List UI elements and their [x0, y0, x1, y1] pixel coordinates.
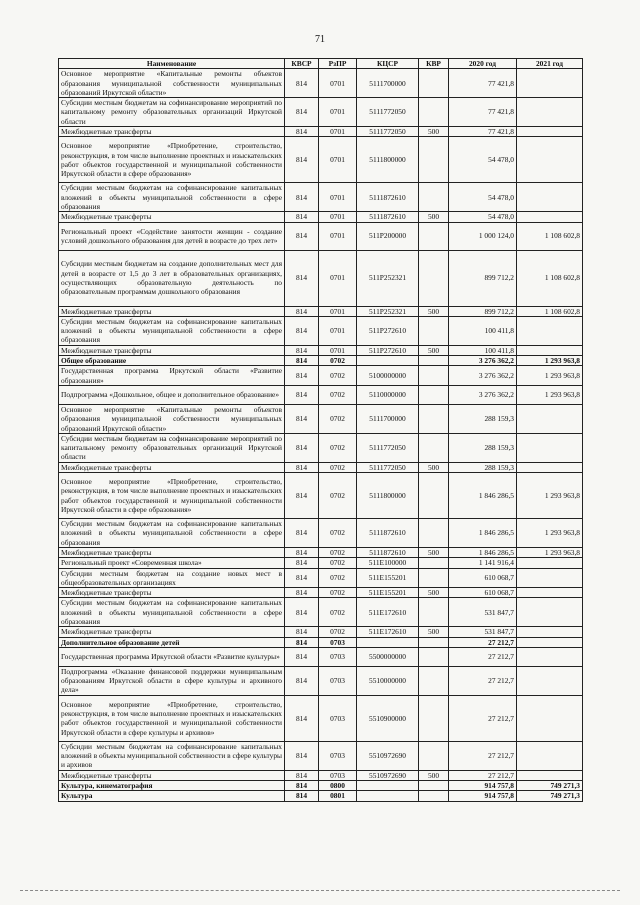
- cell-kvr: [419, 519, 449, 548]
- cell-name: Межбюджетные трансферты: [59, 627, 285, 637]
- cell-2021: [517, 695, 583, 741]
- cell-kvr: [419, 637, 449, 647]
- cell-kvsr: 814: [285, 98, 319, 127]
- table-row: [59, 127, 583, 137]
- table-row: [59, 547, 583, 557]
- cell-kvr: [419, 473, 449, 519]
- cell-name: Основное мероприятие «Приобретение, строительство, реконструкция, в том числе выполнение проектных и изыскательских работ объектов государственной и муниципальной собственности Иркутской области в сфере образования»: [59, 473, 285, 519]
- cell-kvr: [419, 69, 449, 98]
- table-row: [59, 598, 583, 627]
- cell-kvr: [419, 222, 449, 250]
- cell-name: Культура, кинематография: [59, 780, 285, 790]
- cell-rzpr: 0702: [319, 519, 357, 548]
- table-row: [59, 98, 583, 127]
- cell-kvsr: 814: [285, 127, 319, 137]
- cell-rzpr: 0702: [319, 558, 357, 568]
- cell-kcsr: 5111772050: [357, 433, 419, 462]
- cell-kvsr: 814: [285, 647, 319, 666]
- cell-2021: 1 108 602,8: [517, 222, 583, 250]
- cell-2021: 749 271,3: [517, 780, 583, 790]
- cell-kcsr: 511E155201: [357, 588, 419, 598]
- cell-2021: 749 271,3: [517, 791, 583, 801]
- cell-2021: [517, 137, 583, 183]
- cell-kvsr: 814: [285, 780, 319, 790]
- cell-2021: 1 293 963,8: [517, 473, 583, 519]
- cell-kcsr: 5100000000: [357, 366, 419, 386]
- cell-kcsr: 5510972690: [357, 741, 419, 770]
- cell-rzpr: 0703: [319, 695, 357, 741]
- table-row: [59, 780, 583, 790]
- cell-kvsr: 814: [285, 519, 319, 548]
- cell-2021: [517, 647, 583, 666]
- cell-kvsr: 814: [285, 588, 319, 598]
- cell-name: Дополнительное образование детей: [59, 637, 285, 647]
- cell-2020: 288 159,3: [449, 462, 517, 472]
- header-name: Наименование: [59, 59, 285, 69]
- cell-kcsr: [357, 356, 419, 366]
- cell-kcsr: 511E172610: [357, 627, 419, 637]
- cell-kvr: [419, 647, 449, 666]
- cell-kcsr: 5510972690: [357, 770, 419, 780]
- cell-kcsr: 5111872610: [357, 519, 419, 548]
- cell-2021: 1 108 602,8: [517, 306, 583, 316]
- cell-name: Субсидии местным бюджетам на софинансирование капитальных вложений в объекты муниципальной собственности в сфере образования: [59, 598, 285, 627]
- cell-rzpr: 0701: [319, 98, 357, 127]
- cell-2021: [517, 627, 583, 637]
- cell-name: Межбюджетные трансферты: [59, 547, 285, 557]
- cell-2021: [517, 568, 583, 588]
- cell-name: Межбюджетные трансферты: [59, 306, 285, 316]
- cell-rzpr: 0702: [319, 366, 357, 386]
- cell-name: Субсидии местным бюджетам на софинансирование капитальных вложений в объекты муниципальной собственности в сфере образования: [59, 316, 285, 345]
- cell-kvr: [419, 780, 449, 790]
- cell-2021: [517, 588, 583, 598]
- cell-kvsr: 814: [285, 741, 319, 770]
- cell-kvsr: 814: [285, 306, 319, 316]
- table-row: [59, 404, 583, 433]
- cell-2020: 27 212,7: [449, 770, 517, 780]
- cell-rzpr: 0701: [319, 306, 357, 316]
- header-kcsr: КЦСР: [357, 59, 419, 69]
- cell-rzpr: 0703: [319, 637, 357, 647]
- cell-2020: 1 846 286,5: [449, 547, 517, 557]
- cell-kcsr: 5111800000: [357, 137, 419, 183]
- cell-kvsr: 814: [285, 250, 319, 306]
- cell-kvsr: 814: [285, 695, 319, 741]
- cell-rzpr: 0702: [319, 568, 357, 588]
- cell-2020: 1 141 916,4: [449, 558, 517, 568]
- cell-kvr: 500: [419, 306, 449, 316]
- cell-rzpr: 0801: [319, 791, 357, 801]
- cell-kcsr: 5510900000: [357, 695, 419, 741]
- cell-rzpr: 0703: [319, 647, 357, 666]
- cell-kvr: 500: [419, 462, 449, 472]
- table-row: [59, 770, 583, 780]
- cell-kvr: 500: [419, 547, 449, 557]
- table-row: [59, 385, 583, 404]
- cell-2021: [517, 404, 583, 433]
- cell-2021: [517, 98, 583, 127]
- cell-kvsr: 814: [285, 212, 319, 222]
- cell-2021: [517, 212, 583, 222]
- table-row: [59, 212, 583, 222]
- cell-kvsr: 814: [285, 791, 319, 801]
- cell-2021: [517, 316, 583, 345]
- cell-kcsr: 511E172610: [357, 598, 419, 627]
- cell-rzpr: 0702: [319, 598, 357, 627]
- cell-kvr: [419, 356, 449, 366]
- cell-kvr: 500: [419, 588, 449, 598]
- cell-kcsr: 511P200000: [357, 222, 419, 250]
- cell-kvsr: 814: [285, 356, 319, 366]
- cell-kvsr: 814: [285, 770, 319, 780]
- cell-2020: 77 421,8: [449, 69, 517, 98]
- cell-kcsr: 511P252321: [357, 250, 419, 306]
- cell-rzpr: 0702: [319, 473, 357, 519]
- cell-name: Субсидии местным бюджетам на софинансирование капитальных вложений в объекты муниципальной собственности в сфере образования: [59, 519, 285, 548]
- cell-rzpr: 0702: [319, 433, 357, 462]
- cell-kcsr: 5110000000: [357, 385, 419, 404]
- cell-kvsr: 814: [285, 137, 319, 183]
- cell-kvsr: 814: [285, 222, 319, 250]
- cell-2021: 1 293 963,8: [517, 356, 583, 366]
- cell-2020: 899 712,2: [449, 250, 517, 306]
- cell-kvr: [419, 741, 449, 770]
- cell-2021: [517, 183, 583, 212]
- cell-kvr: 500: [419, 770, 449, 780]
- table-row: [59, 473, 583, 519]
- cell-kcsr: 5510000000: [357, 666, 419, 695]
- cell-2021: [517, 637, 583, 647]
- cell-2020: 899 712,2: [449, 306, 517, 316]
- cell-2020: 610 068,7: [449, 588, 517, 598]
- cell-kvsr: 814: [285, 69, 319, 98]
- cell-kcsr: 5111872610: [357, 547, 419, 557]
- cell-2020: 54 478,0: [449, 183, 517, 212]
- table-row: [59, 558, 583, 568]
- cell-rzpr: 0702: [319, 627, 357, 637]
- cell-kcsr: 511P272610: [357, 345, 419, 355]
- table-row: [59, 647, 583, 666]
- table-row: [59, 356, 583, 366]
- cell-name: Подпрограмма «Оказание финансовой поддержки муниципальным образованиям Иркутской области в сфере культуры и архивного дела»: [59, 666, 285, 695]
- table-row: [59, 462, 583, 472]
- cell-2021: 1 293 963,8: [517, 519, 583, 548]
- cell-name: Межбюджетные трансферты: [59, 345, 285, 355]
- table-row: [59, 183, 583, 212]
- cell-2020: 288 159,3: [449, 433, 517, 462]
- cell-name: Межбюджетные трансферты: [59, 770, 285, 780]
- cell-name: Основное мероприятие «Капитальные ремонты объектов образования муниципальной собственности муниципальных образований Иркутской области»: [59, 69, 285, 98]
- header-kvr: КВР: [419, 59, 449, 69]
- cell-2021: [517, 598, 583, 627]
- cell-name: Основное мероприятие «Приобретение, строительство, реконструкция, в том числе выполнение проектных и изыскательских работ объектов государственной и муниципальной собственности Иркутской области в сфере образования»: [59, 137, 285, 183]
- cell-kcsr: 5111772050: [357, 462, 419, 472]
- cell-2020: 610 068,7: [449, 568, 517, 588]
- cell-2021: 1 293 963,8: [517, 547, 583, 557]
- cell-rzpr: 0701: [319, 137, 357, 183]
- cell-name: Государственная программа Иркутской области «Развитие образования»: [59, 366, 285, 386]
- cell-kvsr: 814: [285, 345, 319, 355]
- cell-2020: 77 421,8: [449, 127, 517, 137]
- cell-rzpr: 0703: [319, 666, 357, 695]
- cell-kcsr: 5111700000: [357, 404, 419, 433]
- cell-2020: 914 757,8: [449, 791, 517, 801]
- cell-2020: 1 846 286,5: [449, 519, 517, 548]
- cell-kvr: [419, 183, 449, 212]
- cell-rzpr: 0702: [319, 588, 357, 598]
- cell-rzpr: 0703: [319, 770, 357, 780]
- cell-rzpr: 0701: [319, 222, 357, 250]
- cell-kvr: [419, 316, 449, 345]
- cell-kvsr: 814: [285, 462, 319, 472]
- cell-rzpr: 0701: [319, 250, 357, 306]
- table-row: [59, 519, 583, 548]
- cell-kvr: [419, 791, 449, 801]
- cell-kvr: [419, 366, 449, 386]
- table-row: [59, 627, 583, 637]
- cell-kvsr: 814: [285, 366, 319, 386]
- cell-kvsr: 814: [285, 666, 319, 695]
- cell-name: Субсидии местным бюджетам на создание новых мест в общеобразовательных организациях: [59, 568, 285, 588]
- cell-kvsr: 814: [285, 385, 319, 404]
- table-row: [59, 250, 583, 306]
- cell-kcsr: 5111800000: [357, 473, 419, 519]
- cell-kcsr: 5111700000: [357, 69, 419, 98]
- cell-2020: 3 276 362,2: [449, 356, 517, 366]
- cell-2021: 1 293 963,8: [517, 385, 583, 404]
- header-kvsr: КВСР: [285, 59, 319, 69]
- scan-edge-line: [20, 890, 620, 891]
- cell-2020: 27 212,7: [449, 647, 517, 666]
- cell-rzpr: 0702: [319, 404, 357, 433]
- cell-2020: 100 411,8: [449, 316, 517, 345]
- cell-kvr: [419, 385, 449, 404]
- cell-2020: 1 000 124,0: [449, 222, 517, 250]
- table-row: [59, 695, 583, 741]
- cell-2020: 27 212,7: [449, 637, 517, 647]
- table-header-row: [59, 59, 583, 69]
- cell-2021: [517, 127, 583, 137]
- table-row: [59, 69, 583, 98]
- cell-rzpr: 0701: [319, 69, 357, 98]
- header-2021: 2021 год: [517, 59, 583, 69]
- cell-kvr: [419, 250, 449, 306]
- cell-kcsr: 5500000000: [357, 647, 419, 666]
- budget-table: [58, 58, 583, 802]
- cell-kcsr: [357, 780, 419, 790]
- table-row: [59, 568, 583, 588]
- cell-kvsr: 814: [285, 433, 319, 462]
- cell-kvr: [419, 666, 449, 695]
- cell-kcsr: 511P252321: [357, 306, 419, 316]
- cell-2020: 100 411,8: [449, 345, 517, 355]
- cell-name: Межбюджетные трансферты: [59, 588, 285, 598]
- cell-name: Государственная программа Иркутской области «Развитие культуры»: [59, 647, 285, 666]
- cell-name: Основное мероприятие «Капитальные ремонты объектов образования муниципальной собственности муниципальных образований Иркутской области»: [59, 404, 285, 433]
- cell-kvr: [419, 404, 449, 433]
- cell-kvsr: 814: [285, 183, 319, 212]
- cell-kcsr: 5111872610: [357, 183, 419, 212]
- cell-2021: [517, 69, 583, 98]
- cell-rzpr: 0702: [319, 547, 357, 557]
- cell-2021: 1 293 963,8: [517, 366, 583, 386]
- cell-name: Региональный проект «Современная школа»: [59, 558, 285, 568]
- cell-name: Субсидии местным бюджетам на софинансирование мероприятий по капитальному ремонту образовательных организаций Иркутской области: [59, 98, 285, 127]
- cell-kcsr: 511E155201: [357, 568, 419, 588]
- cell-2020: 288 159,3: [449, 404, 517, 433]
- cell-2020: 77 421,8: [449, 98, 517, 127]
- cell-2020: 54 478,0: [449, 137, 517, 183]
- cell-name: Основное мероприятие «Приобретение, строительство, реконструкция, в том числе выполнение проектных и изыскательских работ объектов государственной и муниципальной собственности Иркутской области в сфере культуры и архивов»: [59, 695, 285, 741]
- cell-kvsr: 814: [285, 547, 319, 557]
- table-row: [59, 222, 583, 250]
- page-number: 71: [315, 34, 325, 45]
- cell-kvr: [419, 695, 449, 741]
- table-row: [59, 316, 583, 345]
- cell-name: Региональный проект «Содействие занятости женщин - создание условий дошкольного образования для детей в возрасте до трех лет»: [59, 222, 285, 250]
- cell-name: Субсидии местным бюджетам на софинансирование капитальных вложений в объекты муниципальной собственности в сфере образования: [59, 183, 285, 212]
- cell-rzpr: 0702: [319, 385, 357, 404]
- table-row: [59, 433, 583, 462]
- cell-rzpr: 0701: [319, 316, 357, 345]
- cell-rzpr: 0701: [319, 345, 357, 355]
- table-row: [59, 366, 583, 386]
- cell-kvsr: 814: [285, 316, 319, 345]
- cell-kcsr: 5111772050: [357, 127, 419, 137]
- cell-2021: [517, 741, 583, 770]
- cell-2021: [517, 558, 583, 568]
- table-row: [59, 137, 583, 183]
- cell-rzpr: 0701: [319, 127, 357, 137]
- cell-2021: [517, 770, 583, 780]
- cell-2021: [517, 345, 583, 355]
- cell-2020: 531 847,7: [449, 627, 517, 637]
- cell-name: Субсидии местным бюджетам на создание дополнительных мест для детей в возрасте от 1,5 до 3 лет в образовательных организациях, осуществляющих образовательную деятельность по образовательным программам дошкольного образования: [59, 250, 285, 306]
- cell-name: Культура: [59, 791, 285, 801]
- cell-kvr: [419, 98, 449, 127]
- cell-rzpr: 0702: [319, 462, 357, 472]
- cell-kvr: [419, 433, 449, 462]
- cell-kcsr: 5111772050: [357, 98, 419, 127]
- cell-kvr: 500: [419, 345, 449, 355]
- table-body: [59, 69, 583, 801]
- cell-2021: [517, 462, 583, 472]
- cell-kvsr: 814: [285, 637, 319, 647]
- cell-kvr: [419, 568, 449, 588]
- table-row: [59, 791, 583, 801]
- cell-kvr: 500: [419, 212, 449, 222]
- cell-2020: 27 212,7: [449, 741, 517, 770]
- cell-kvsr: 814: [285, 568, 319, 588]
- cell-2020: 531 847,7: [449, 598, 517, 627]
- table-row: [59, 306, 583, 316]
- table-row: [59, 345, 583, 355]
- cell-kvsr: 814: [285, 558, 319, 568]
- cell-kvsr: 814: [285, 404, 319, 433]
- cell-kcsr: 511P272610: [357, 316, 419, 345]
- cell-kvr: [419, 598, 449, 627]
- cell-2020: 27 212,7: [449, 666, 517, 695]
- cell-2020: 54 478,0: [449, 212, 517, 222]
- cell-kcsr: [357, 637, 419, 647]
- cell-2020: 3 276 362,2: [449, 385, 517, 404]
- cell-kcsr: 511E100000: [357, 558, 419, 568]
- header-2020: 2020 год: [449, 59, 517, 69]
- cell-kcsr: [357, 791, 419, 801]
- cell-2021: 1 108 602,8: [517, 250, 583, 306]
- cell-kvr: [419, 558, 449, 568]
- cell-kvsr: 814: [285, 627, 319, 637]
- cell-kvr: 500: [419, 627, 449, 637]
- table-row: [59, 741, 583, 770]
- cell-name: Общее образование: [59, 356, 285, 366]
- cell-name: Субсидии местным бюджетам на софинансирование капитальных вложений в объекты муниципальной собственности в сфере культуры и архивов: [59, 741, 285, 770]
- cell-rzpr: 0703: [319, 741, 357, 770]
- cell-2020: 914 757,8: [449, 780, 517, 790]
- table-row: [59, 666, 583, 695]
- cell-2020: 27 212,7: [449, 695, 517, 741]
- cell-name: Межбюджетные трансферты: [59, 462, 285, 472]
- cell-rzpr: 0702: [319, 356, 357, 366]
- table-row: [59, 588, 583, 598]
- cell-kcsr: 5111872610: [357, 212, 419, 222]
- cell-kvsr: 814: [285, 598, 319, 627]
- cell-kvsr: 814: [285, 473, 319, 519]
- cell-2020: 3 276 362,2: [449, 366, 517, 386]
- cell-name: Подпрограмма «Дошкольное, общее и дополнительное образование»: [59, 385, 285, 404]
- cell-name: Межбюджетные трансферты: [59, 212, 285, 222]
- cell-2021: [517, 433, 583, 462]
- table-row: [59, 637, 583, 647]
- cell-2021: [517, 666, 583, 695]
- cell-rzpr: 0800: [319, 780, 357, 790]
- cell-rzpr: 0701: [319, 183, 357, 212]
- cell-name: Межбюджетные трансферты: [59, 127, 285, 137]
- cell-2020: 1 846 286,5: [449, 473, 517, 519]
- header-rzpr: РзПР: [319, 59, 357, 69]
- cell-name: Субсидии местным бюджетам на софинансирование мероприятий по капитальному ремонту образовательных организаций Иркутской области: [59, 433, 285, 462]
- cell-rzpr: 0701: [319, 212, 357, 222]
- cell-kvr: 500: [419, 127, 449, 137]
- cell-kvr: [419, 137, 449, 183]
